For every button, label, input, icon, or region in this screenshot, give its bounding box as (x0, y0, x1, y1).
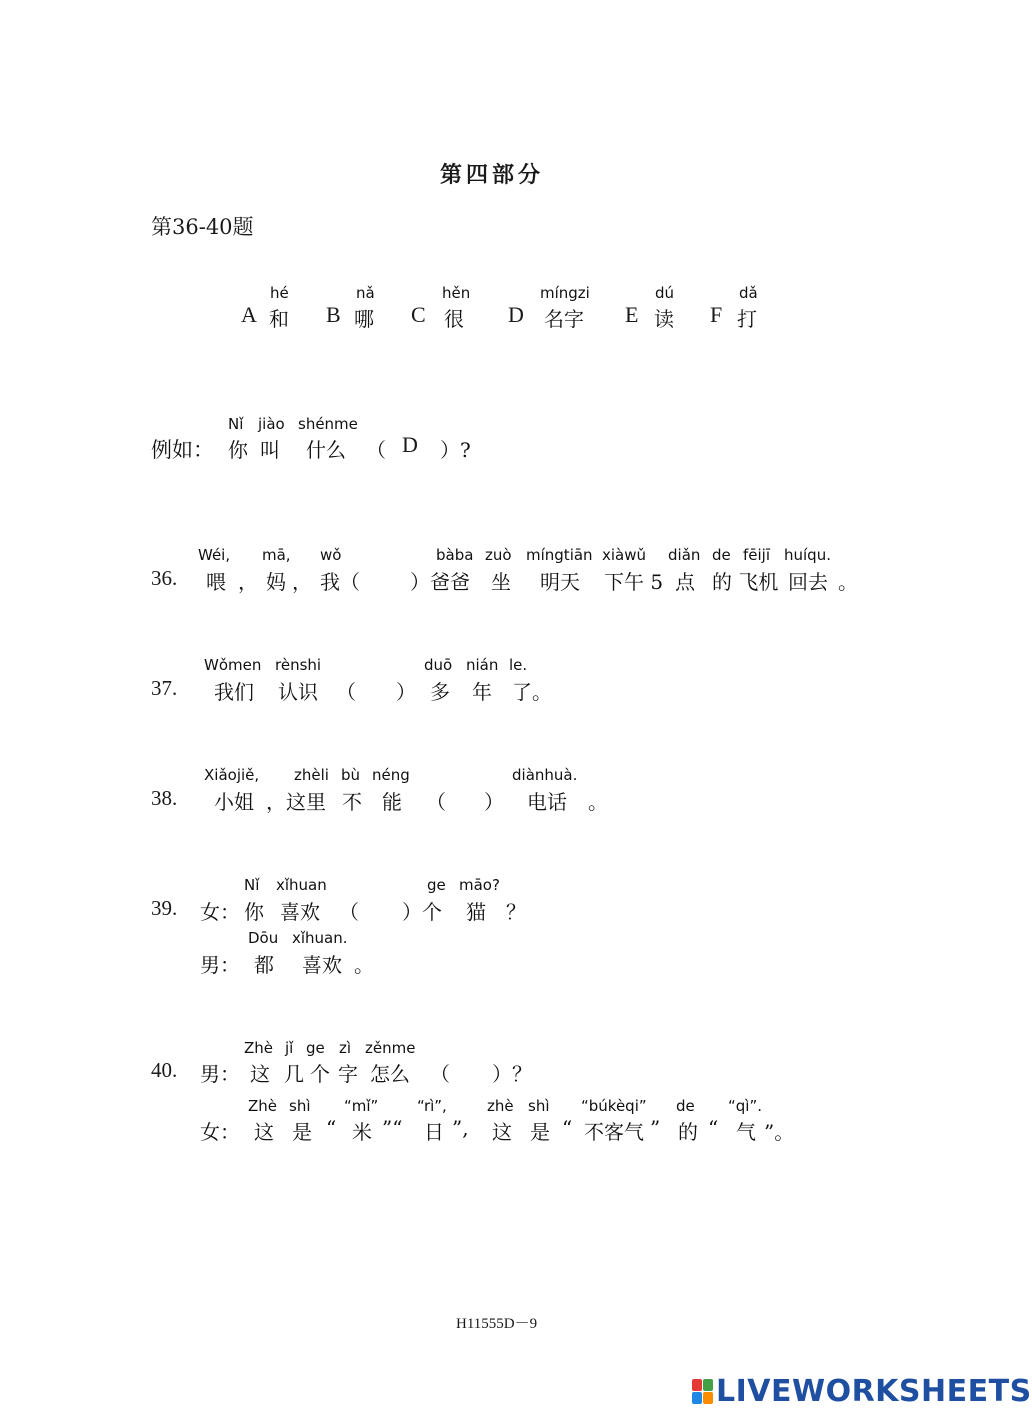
q39-female-pinyin: Nǐ (244, 876, 260, 894)
q40-female-pinyin: “mǐ” (344, 1097, 379, 1115)
q40-female-hanzi: ”“ (382, 1116, 403, 1140)
option-a-hanzi: 和 (269, 307, 289, 331)
q39-female-pinyin: xǐhuan (276, 876, 327, 894)
q40-male-blank-close: ）？ (492, 1062, 532, 1086)
q40-female-hanzi: “ (326, 1116, 337, 1140)
option-e-pinyin: dú (655, 284, 675, 302)
option-f-pinyin: dǎ (739, 284, 758, 302)
q39-male-hanzi: 。 (354, 953, 374, 977)
q36-pinyin: zuò (485, 546, 512, 564)
q36-hanzi: ， (238, 570, 258, 594)
example-hanzi-3: 什么 (306, 438, 346, 462)
logo-icon (692, 1377, 714, 1407)
q40-male-hanzi: 字 (338, 1062, 358, 1086)
q40-female-hanzi: 的 (678, 1120, 698, 1144)
q36-hanzi-blank-close: ）爸爸 (410, 570, 470, 594)
q40-male-label: 男： (200, 1062, 240, 1086)
option-b-pinyin: nǎ (356, 284, 375, 302)
q36-hanzi: 。 (838, 570, 858, 594)
q38-hanzi: 电话 (527, 790, 567, 814)
q37-hanzi: 认识 (278, 680, 318, 704)
logo-text: LIVEWORKSHEETS (716, 1374, 1032, 1409)
q40-male-hanzi: 怎么 (370, 1062, 410, 1086)
q36-hanzi-blank-open: 我（ (320, 570, 360, 594)
q39-female-hanzi: 喜欢 (280, 900, 320, 924)
q40-female-pinyin: “rì”, (417, 1097, 447, 1115)
q40-female-hanzi: 日 (424, 1120, 444, 1144)
option-c-letter: C (411, 302, 426, 327)
q39-female-label: 女： (200, 900, 240, 924)
q40-female-pinyin: shì (289, 1097, 311, 1115)
q38-hanzi-blank-close: ） (484, 790, 504, 814)
q38-hanzi: 。 (588, 790, 608, 814)
q40-female-hanzi: 米 (352, 1120, 372, 1144)
q40-female-hanzi: 是 (292, 1120, 312, 1144)
q36-hanzi: 喂 (206, 570, 226, 594)
q40-male-blank-open: （ (430, 1062, 450, 1086)
q39-number: 39. (151, 896, 178, 920)
q37-hanzi-blank-open: （ (336, 680, 356, 704)
q38-pinyin: Xiǎojiě, (204, 766, 260, 784)
q39-male-pinyin: xǐhuan. (292, 929, 348, 947)
q40-male-pinyin: jǐ (285, 1039, 294, 1057)
q38-hanzi: ，这里 (266, 790, 326, 814)
q37-hanzi: 年 (472, 680, 492, 704)
q40-male-pinyin: Zhè (244, 1039, 274, 1057)
q40-female-hanzi: 这 (492, 1120, 512, 1144)
q37-hanzi: 多 (430, 680, 450, 704)
q36-pinyin: de (712, 546, 731, 564)
q40-female-hanzi: “ (708, 1116, 719, 1140)
example-hanzi-1: 你 (228, 438, 248, 462)
q38-hanzi: 不 (342, 790, 362, 814)
q40-male-hanzi: 几 (284, 1062, 304, 1086)
q36-pinyin: huíqu. (784, 546, 831, 564)
q39-male-hanzi: 喜欢 (302, 953, 342, 977)
q39-female-hanzi: ）个 (402, 900, 442, 924)
option-c-pinyin: hěn (442, 284, 471, 302)
option-e-hanzi: 读 (654, 307, 674, 331)
q38-pinyin: bù (341, 766, 361, 784)
q39-male-label: 男： (200, 953, 240, 977)
example-open-paren: （ (366, 438, 386, 462)
q37-number: 37. (151, 676, 178, 700)
q40-female-pinyin: de (676, 1097, 695, 1115)
q37-pinyin: Wǒmen (204, 656, 262, 674)
q36-pinyin: xiàwǔ (602, 546, 647, 564)
q39-female-hanzi: 你 (244, 900, 264, 924)
option-d-hanzi: 名字 (544, 307, 584, 331)
q39-female-blank-open: （ (339, 900, 359, 924)
option-b-letter: B (326, 302, 341, 327)
q37-pinyin: le. (509, 656, 528, 674)
q36-pinyin: míngtiān (526, 546, 593, 564)
q40-female-hanzi: ”, (452, 1116, 469, 1140)
q36-hanzi: 坐 (491, 570, 511, 594)
q40-male-hanzi: 个 (310, 1062, 330, 1086)
example-pinyin-3: shénme (298, 415, 358, 433)
q39-female-pinyin: māo? (459, 876, 500, 894)
q36-hanzi: 的 飞机 (712, 570, 779, 594)
q40-female-hanzi: 气 (736, 1120, 756, 1144)
option-c-hanzi: 很 (444, 307, 464, 331)
q38-hanzi: 小姐 (214, 790, 254, 814)
q40-male-pinyin: zěnme (365, 1039, 416, 1057)
q36-hanzi: 回去 (788, 570, 828, 594)
q37-hanzi: 我们 (214, 680, 254, 704)
q37-hanzi: 了。 (512, 680, 552, 704)
q38-number: 38. (151, 786, 178, 810)
q38-pinyin: diànhuà. (512, 766, 578, 784)
q40-female-pinyin: Zhè (248, 1097, 278, 1115)
q40-male-pinyin: ge (306, 1039, 325, 1057)
q36-hanzi: 下午 5 (604, 570, 664, 594)
option-b-hanzi: 哪 (354, 307, 374, 331)
q38-hanzi-blank-open: （ (426, 790, 446, 814)
q38-hanzi: 能 (382, 790, 402, 814)
q37-pinyin: nián (466, 656, 499, 674)
q36-hanzi: 妈 (266, 570, 286, 594)
example-pinyin-1: Nǐ (228, 415, 244, 433)
example-pinyin-2: jiào (258, 415, 285, 433)
q40-female-pinyin: shì (528, 1097, 550, 1115)
q39-male-pinyin: Dōu (248, 929, 279, 947)
q36-pinyin: fēijī (743, 546, 771, 564)
q40-female-hanzi: ” (650, 1116, 661, 1140)
option-e-letter: E (625, 302, 639, 327)
option-d-letter: D (508, 302, 524, 327)
page-footer: H11555D－9 (456, 1316, 538, 1332)
option-f-hanzi: 打 (737, 307, 757, 331)
q36-pinyin: bàba (436, 546, 474, 564)
q39-female-hanzi: ？ (506, 900, 526, 924)
q38-pinyin: néng (372, 766, 410, 784)
example-label: 例如： (151, 438, 214, 462)
q36-pinyin: mā, (262, 546, 291, 564)
q36-hanzi: ， (292, 570, 312, 594)
q36-hanzi: 明天 (540, 570, 580, 594)
example-hanzi-2: 叫 (260, 438, 280, 462)
q40-female-hanzi: ”。 (764, 1120, 795, 1144)
q40-female-hanzi: 不客气 (584, 1120, 644, 1144)
q39-female-hanzi: 猫 (466, 900, 486, 924)
option-a-pinyin: hé (270, 284, 289, 302)
q36-hanzi: 点 (675, 570, 695, 594)
liveworksheets-logo (692, 1374, 1032, 1409)
q38-pinyin: zhèli (294, 766, 329, 784)
q40-female-pinyin: “búkèqi” (581, 1097, 647, 1115)
option-a-letter: A (241, 302, 257, 327)
q39-male-hanzi: 都 (254, 953, 274, 977)
option-f-letter: F (710, 302, 723, 327)
example-close-paren: ）? (440, 438, 471, 462)
q37-pinyin: rènshi (275, 656, 322, 674)
q37-hanzi-blank-close: ） (396, 680, 416, 704)
q40-female-pinyin: “qì”. (728, 1097, 762, 1115)
section-heading: 第36-40题 (151, 215, 254, 239)
q40-female-pinyin: zhè (487, 1097, 514, 1115)
q40-female-hanzi: 这 (254, 1120, 274, 1144)
q36-pinyin: Wéi, (198, 546, 231, 564)
option-d-pinyin: míngzi (540, 284, 590, 302)
q36-pinyin: diǎn (668, 546, 701, 564)
q37-pinyin: duō (424, 656, 453, 674)
q40-female-hanzi: 是 (530, 1120, 550, 1144)
q40-number: 40. (151, 1058, 178, 1082)
q40-male-pinyin: zì (339, 1039, 352, 1057)
example-answer: D (402, 432, 418, 457)
q36-number: 36. (151, 566, 178, 590)
q36-pinyin: wǒ (320, 546, 342, 564)
page-title: 第四部分 (440, 162, 545, 188)
q39-female-pinyin: ge (427, 876, 446, 894)
q40-female-hanzi: “ (562, 1116, 573, 1140)
q40-male-hanzi: 这 (250, 1062, 270, 1086)
q40-female-label: 女： (200, 1120, 240, 1144)
